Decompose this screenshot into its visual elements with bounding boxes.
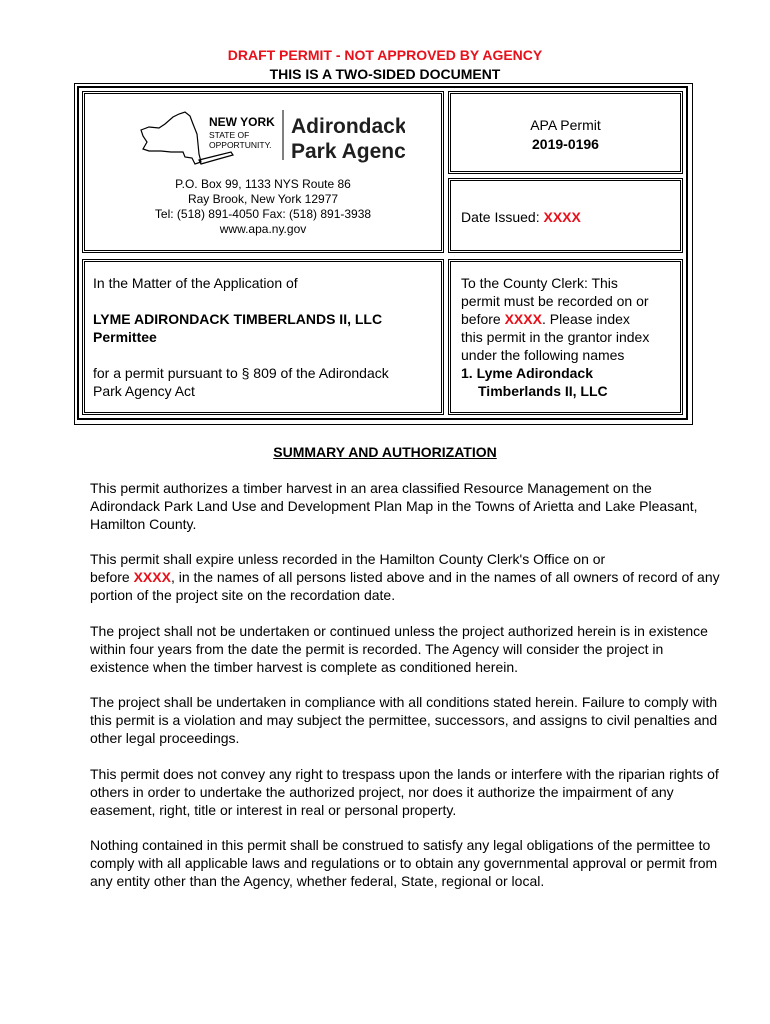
clerk-box: [448, 259, 683, 415]
purpose-line: for a permit pursuant to § 809 of the Adirondack: [93, 365, 389, 381]
ny-logo-line3: OPPORTUNITY.: [209, 140, 272, 150]
permit-label: APA Permit: [530, 117, 601, 133]
matter-intro: In the Matter of the Application of: [93, 275, 298, 291]
paragraph-expiration: This permit shall expire unless recorded in the Hamilton County Clerk's Office on or before XXXX, in the names of all persons listed above and in the names of all owners of record of any portion of the project site on the recordation date.: [90, 551, 720, 603]
agency-address: [85, 177, 441, 237]
website-link[interactable]: www.apa.ny.gov: [219, 222, 307, 236]
paragraph-legal-obligations: Nothing contained in this permit shall be construed to satisfy any legal obligations of the permittee to comply with all applicable laws and regulations or to obtain any governmental approval or permit from any entity other than the Agency, whether federal, State, regional or local.: [90, 837, 718, 889]
section-title: SUMMARY AND AUTHORIZATION: [273, 444, 497, 460]
address-line: Ray Brook, New York 12977: [187, 192, 339, 206]
clerk-line: before XXXX. Please index: [461, 311, 630, 327]
agency-logo-line2: Park Agency: [291, 140, 405, 163]
draft-notice: DRAFT PERMIT - NOT APPROVED BY AGENCY: [227, 47, 543, 63]
agency-logo: [135, 102, 405, 166]
date-issued-box: [448, 178, 683, 253]
applicant-name: LYME ADIRONDACK TIMBERLANDS II, LLC: [93, 311, 383, 327]
nys-map-icon: [135, 102, 405, 166]
clerk-line: this permit in the grantor index: [461, 329, 650, 345]
permit-number: 2019-0196: [532, 136, 599, 152]
agency-logo-line1: Adirondack: [291, 115, 405, 138]
permittee-label: Permittee: [93, 329, 157, 345]
clerk-line: permit must be recorded on or: [461, 293, 649, 309]
agency-info-box: [82, 91, 444, 253]
ny-logo-line1: NEW YORK: [209, 115, 275, 129]
grantor-name-line: 1. Lyme Adirondack: [461, 365, 594, 381]
address-line: Tel: (518) 891-4050 Fax: (518) 891-3938: [154, 207, 372, 221]
expiration-date: XXXX: [133, 569, 171, 585]
ny-logo-line2: STATE OF: [209, 130, 250, 140]
date-issued-label: Date Issued:: [461, 209, 544, 225]
clerk-line: To the County Clerk: This: [461, 275, 618, 291]
address-line: P.O. Box 99, 1133 NYS Route 86: [175, 177, 351, 191]
clerk-line: under the following names: [461, 347, 625, 363]
two-sided-notice: THIS IS A TWO-SIDED DOCUMENT: [269, 66, 501, 82]
matter-box: [82, 259, 444, 415]
paragraph-existence: The project shall not be undertaken or continued unless the project authorized herein is in existence within four years from the date the permit is recorded. The Agency will consider the project in existence when the timber harvest is complete as conditioned herein.: [90, 623, 708, 675]
permit-number-box: [448, 91, 683, 174]
paragraph-trespass: This permit does not convey any right to trespass upon the lands or interfere with the riparian rights of others in order to undertake the authorized project, nor does it authorize the impairment of any easement, right, title or interest in real or personal property.: [90, 766, 719, 818]
record-by-date: XXXX: [504, 311, 542, 327]
purpose-line: Park Agency Act: [93, 383, 195, 399]
date-issued-value: XXXX: [543, 209, 581, 225]
paragraph-compliance: The project shall be undertaken in compliance with all conditions stated herein. Failure to comply with this permit is a violation and may subject the permittee, successors, and assigns to civil penalties and other legal proceedings.: [90, 694, 718, 746]
grantor-name-line: Timberlands II, LLC: [478, 383, 608, 399]
paragraph-authorization: This permit authorizes a timber harvest in an area classified Resource Management on the Adirondack Park Land Use and Development Plan Map in the Towns of Arietta and Lake Pleasant, Hamilton County.: [90, 480, 698, 532]
